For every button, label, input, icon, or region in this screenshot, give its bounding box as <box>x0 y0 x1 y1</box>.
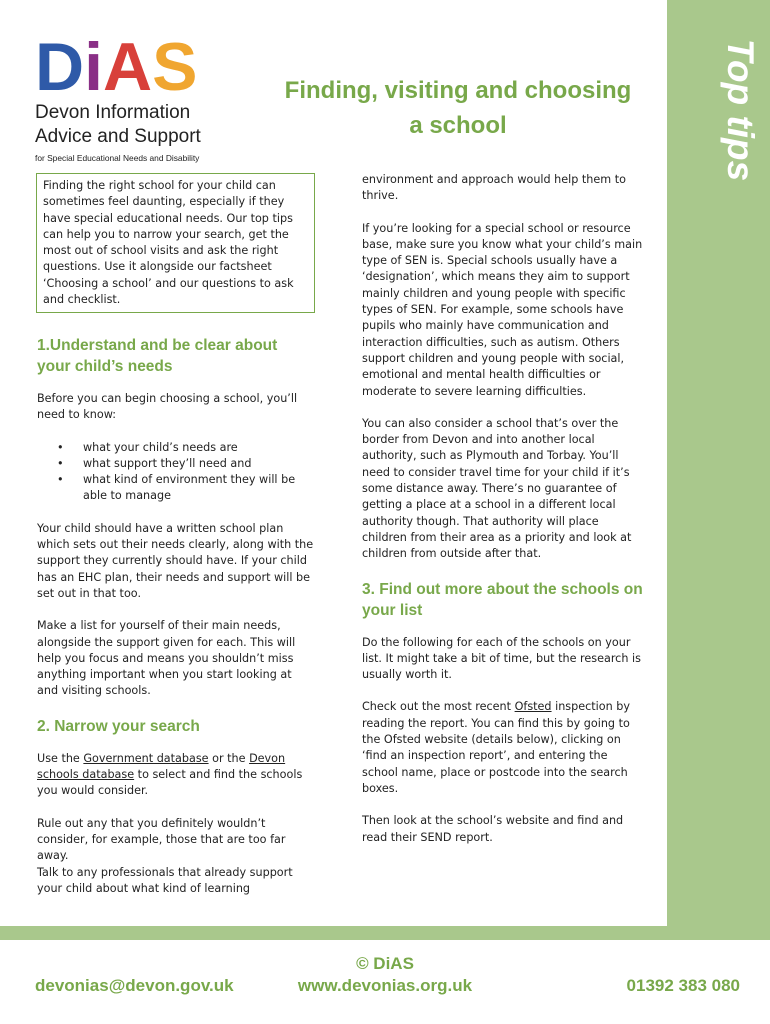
text-fragment: or the <box>208 751 250 765</box>
list-item: • what support they’ll need and <box>37 456 315 472</box>
needs-list <box>37 440 315 505</box>
list-item: • what your child’s needs are <box>37 440 315 456</box>
logo-letter-a: A <box>103 29 153 105</box>
logo-line-2: Advice and Support <box>35 126 201 147</box>
section-1-heading: 1.Understand and be clear about your child’s needs <box>37 337 278 375</box>
section-2-paragraph-2: Rule out any that you definitely wouldn’t consider, for example, those that are too far away. <box>37 816 286 863</box>
footer-copyright: © DiAS <box>356 954 414 973</box>
right-paragraph-1: environment and approach would help them to thrive. <box>362 173 626 203</box>
logo-letter-s: S <box>152 29 198 105</box>
footer-band <box>0 926 770 940</box>
list-item: • what kind of environment they will be able to manage <box>37 472 315 505</box>
logo-wordmark <box>35 29 265 105</box>
ofsted-link[interactable]: Ofsted <box>514 700 552 714</box>
page-title <box>268 73 648 143</box>
side-label: Top tips <box>720 38 761 182</box>
logo-letter-i: i <box>84 29 104 105</box>
right-paragraph-3: You can also consider a school that’s over the border from Devon and into another local authority, such as Plymouth and Torbay. You’ll need to consider travel time for your child if it’s some distance away. There’s no guarantee of getting a place at a school in a different local authority though. That authority will place children from their area as a priority and look at children from outside after that. <box>362 416 632 561</box>
footer-website[interactable]: www.devonias.org.uk <box>297 976 473 995</box>
government-database-link[interactable]: Government database <box>83 751 209 765</box>
logo-letter-d: D <box>35 29 85 105</box>
intro-text: Finding the right school for your child can sometimes feel daunting, especially if they have special educational needs. Our top tips can help you to narrow your search, get the most out of school visits and ask the right questions. Use it alongside our factsheet ‘Choosing a school’ and our questions to ask and checklist. <box>43 179 294 307</box>
section-1-paragraph-3: Make a list for yourself of their main needs, alongside the support given for each. This will help you focus and means you shouldn’t miss anything important when you start looking at and visiting schools. <box>37 619 296 698</box>
logo-tagline: for Special Educational Needs and Disability <box>35 153 200 163</box>
title-line-2: a school <box>409 112 507 139</box>
section-3-heading: 3. Find out more about the schools on your list <box>362 580 643 619</box>
section-2-heading: 2. Narrow your search <box>37 717 200 735</box>
right-column <box>362 172 644 862</box>
section-3-paragraph-3: Then look at the school’s website and find and read their SEND report. <box>362 814 624 844</box>
right-paragraph-2: If you’re looking for a special school or resource base, make sure you know what your child’s main type of SEN is. Special schools usually have a ‘designation’, which means they aim to support mainly children and young people with specific types of SEN. For example, some schools have pupils who mainly have communication and interaction difficulties, such as autism. Others support children and young people with social, emotional and mental health difficulties or moderate to severe learning difficulties. <box>362 221 643 398</box>
footer-center <box>270 953 500 997</box>
logo-line-1: Devon Information <box>35 102 191 123</box>
section-3-paragraph-1: Do the following for each of the schools on your list. It might take a bit of time, but the research is usually worth it. <box>362 635 641 682</box>
text-fragment: Check out the most recent <box>362 700 515 714</box>
left-column <box>37 335 315 913</box>
section-2-paragraph-3: Talk to any professionals that already support your child about what kind of learning <box>37 865 293 895</box>
text-fragment: inspection by reading the report. You can find this by going to the Ofsted website (details below), clicking on ‘find an inspection report’, and entering the school name, place or postcode into the search boxes. <box>362 700 630 795</box>
footer-email[interactable]: devonias@devon.gov.uk <box>35 976 234 995</box>
section-3-paragraph-2 <box>362 699 644 797</box>
title-line-1: Finding, visiting and choosing <box>284 77 632 104</box>
section-1-intro: Before you can begin choosing a school, you’ll need to know: <box>37 392 298 422</box>
devon-schools-database-link[interactable]: Devon schools database <box>37 751 286 782</box>
dias-logo <box>35 30 265 163</box>
text-fragment: Use the <box>37 751 84 765</box>
text-fragment: to select and find the schools you would consider. <box>37 768 303 798</box>
section-1-paragraph-2: Your child should have a written school plan which sets out their needs clearly, along with the support they currently should have. If your child has an EHC plan, their needs and support will be set out in that too. <box>37 521 314 600</box>
section-2-paragraph-1 <box>37 751 315 800</box>
intro-box <box>36 173 315 313</box>
footer-phone[interactable]: 01392 383 080 <box>626 976 740 995</box>
